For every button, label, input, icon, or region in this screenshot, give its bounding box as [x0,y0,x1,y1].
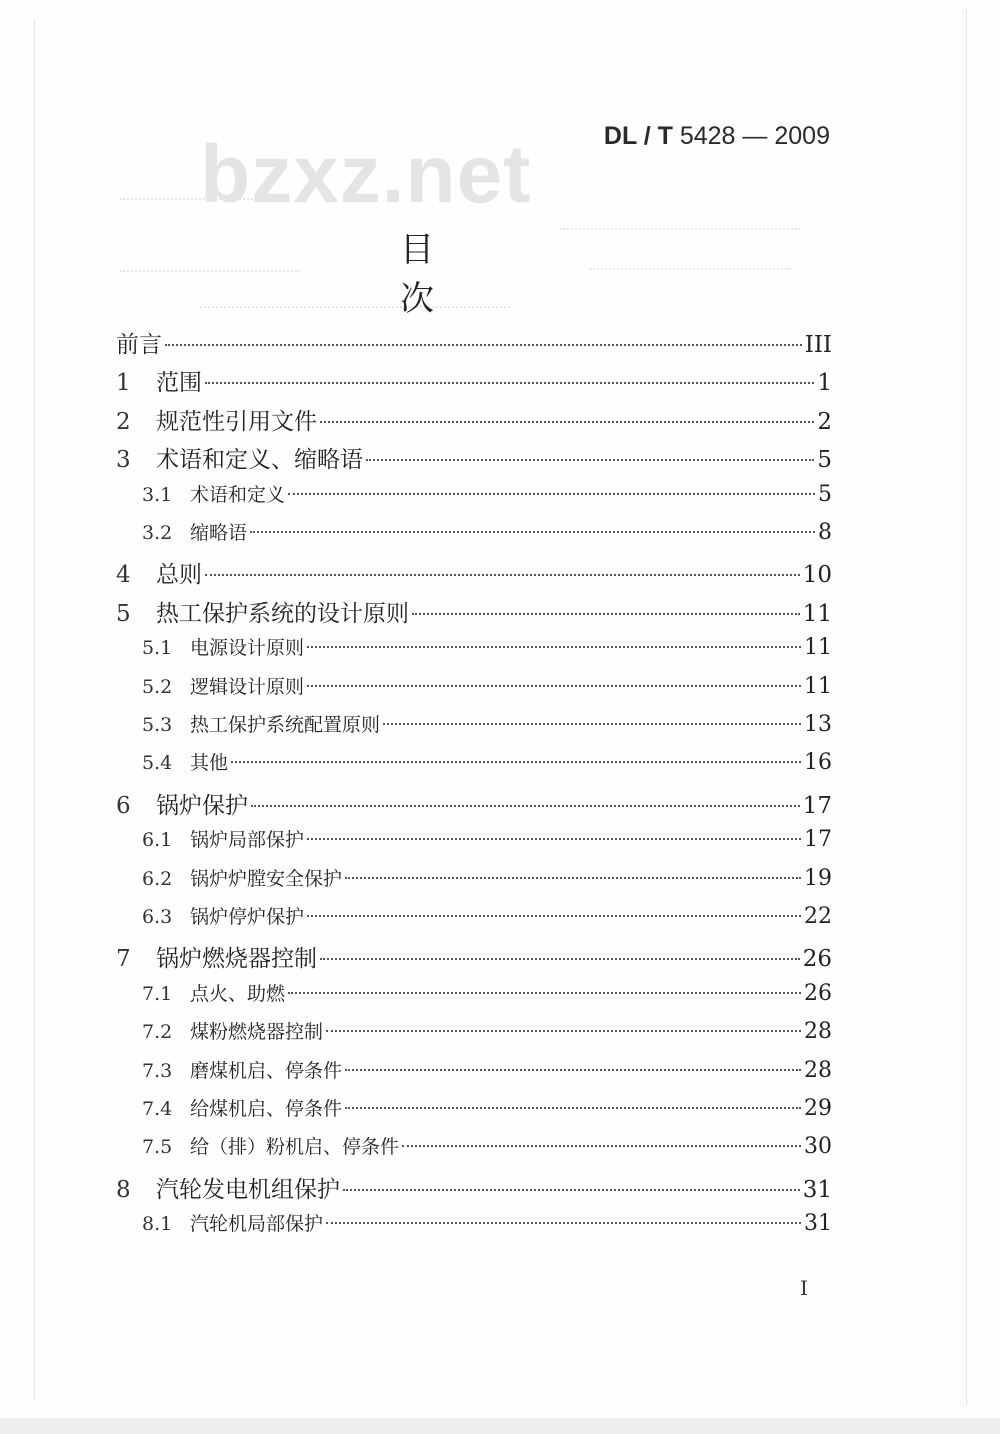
toc-entry-page: 28 [804,1057,832,1083]
standard-prefix: DL / T [603,122,673,150]
toc-dot-leader [288,992,801,994]
toc-dot-leader [383,723,801,725]
toc-entry-label: 前言 [116,332,162,358]
toc-entry [116,1094,832,1121]
toc-entry [116,1056,832,1083]
toc-entry [116,595,832,628]
toc-entry-page: 17 [804,827,832,853]
toc-entry [116,1132,832,1159]
toc-dot-leader [307,915,801,917]
toc-entry-page: 11 [802,600,832,627]
toc-entry-page: 2 [817,408,832,435]
toc-dot-leader [205,574,800,576]
toc-entry-number: 3.1 [142,483,173,506]
toc-dot-leader [231,761,801,763]
toc-entry-label: 电源设计原则 [190,637,305,660]
toc-entry [116,672,832,699]
toc-entry [116,864,832,891]
toc-entry-label: 锅炉局部保护 [190,829,305,852]
toc-entry-label: 总则 [156,562,202,589]
toc-dot-leader [402,1145,801,1147]
toc-entry-page: 29 [804,1096,832,1121]
toc-entry-page: 22 [804,904,832,929]
toc-entry [116,902,832,929]
toc-entry-page: 17 [802,792,832,819]
toc-entry-page: 13 [804,712,832,737]
toc-entry [116,633,832,660]
toc-entry [116,787,832,820]
standard-code [560,122,830,151]
toc-entry-label: 热工保护系统配置原则 [190,714,381,736]
toc-entry-page: 5 [818,481,832,507]
toc-entry-page: 28 [804,1019,832,1045]
toc-entry-label: 逻辑设计原则 [190,675,305,698]
toc-entry-label: 锅炉保护 [156,792,248,819]
toc-entry [116,364,832,397]
toc-dot-leader [345,877,801,879]
toc-entry-label: 术语和定义、缩略语 [156,447,363,474]
toc-entry-number: 5.3 [142,714,173,736]
toc-entry-page: 19 [804,865,832,891]
standard-year: 2009 [774,122,830,150]
toc-entry [116,1171,832,1204]
toc-entry [116,940,832,973]
toc-dot-leader [307,838,801,840]
toc-entry [116,825,832,852]
toc-entry [116,326,832,359]
toc-entry-number: 3.2 [142,522,173,544]
toc-entry-number: 7 [116,946,131,973]
toc-entry [116,748,832,775]
toc-entry-page: 11 [804,635,832,661]
toc-entry-label: 锅炉炉膛安全保护 [190,867,343,890]
toc-entry-number: 7.1 [142,982,173,1005]
toc-entry-number: 5.2 [142,675,173,698]
page-folio: I [800,1276,808,1300]
toc-entry-number: 8.1 [142,1213,173,1236]
scan-noise [120,198,280,200]
toc-entry-label: 范围 [156,370,202,397]
toc-dot-leader [343,1189,800,1191]
toc-dot-leader [366,459,814,461]
watermark: bzxz.net [200,129,532,220]
toc-entry [116,979,832,1006]
toc-dot-leader [307,646,801,648]
toc-entry-label: 给（排）粉机启、停条件 [190,1136,400,1159]
toc-entry [116,518,832,545]
toc-dot-leader [345,1107,801,1109]
toc-entry-number: 6 [116,792,131,819]
toc-dot-leader [165,344,802,346]
toc-entry-label: 规范性引用文件 [156,408,317,435]
toc-entry-page: 11 [804,673,832,699]
toc-entry-number: 2 [116,408,131,435]
toc-dot-leader [250,531,815,533]
toc-dot-leader [288,493,815,495]
toc-entry [116,1209,832,1236]
toc-entry-number: 4 [116,562,131,589]
toc-entry [116,1017,832,1044]
toc-entry-label: 术语和定义 [190,483,286,506]
toc-dot-leader [251,805,800,807]
toc-dot-leader [345,1069,801,1071]
toc-entry-page: 5 [817,447,832,474]
page-title: 目 次 [400,230,514,319]
scan-noise [120,270,300,272]
toc-entry-page: 8 [818,520,832,545]
toc-entry-number: 6.1 [142,829,173,852]
standard-dash: — [742,122,768,150]
toc-entry-label: 其他 [190,752,229,775]
toc-entry-number: 3 [116,447,131,474]
viewer-bottom-bar [0,1418,1000,1434]
toc-entry-page: 30 [804,1134,832,1160]
toc-entry-number: 5.1 [142,637,173,660]
toc-entry-number: 7.4 [142,1098,173,1120]
toc-dot-leader [412,613,800,615]
toc-entry-number: 7.5 [142,1136,173,1159]
toc-entry [116,441,832,474]
toc-entry-number: 7.3 [142,1059,173,1082]
toc-entry-number: 8 [116,1176,131,1203]
toc-entry-label: 汽轮机局部保护 [190,1213,324,1236]
toc-entry-number: 1 [116,370,131,397]
toc-dot-leader [320,421,814,423]
toc-entry-page: 1 [817,370,832,397]
scan-edge-right [966,10,969,1405]
toc-entry [116,403,832,436]
toc-entry-number: 6.2 [142,867,173,890]
toc-entry [116,480,832,507]
toc-entry-page: 26 [804,980,832,1006]
toc-entry-page: 31 [804,1211,832,1237]
scan-edge-left [34,20,37,1400]
toc-entry-page: 10 [802,562,832,589]
toc-entry-label: 给煤机启、停条件 [190,1098,343,1120]
toc-entry-label: 热工保护系统的设计原则 [156,600,409,627]
toc-dot-leader [326,1222,801,1224]
toc-entry-page: 31 [802,1176,832,1203]
toc-entry-label: 汽轮发电机组保护 [156,1176,340,1203]
toc-entry [116,710,832,737]
toc-entry-number: 6.3 [142,906,173,928]
toc-entry-label: 锅炉停炉保护 [190,906,305,928]
toc-entry [116,556,832,589]
toc-entry-page: III [804,332,832,358]
toc-entry-number: 5 [116,600,131,627]
scan-noise [590,268,790,270]
toc-dot-leader [205,382,814,384]
standard-number: 5428 [679,122,736,150]
toc-entry-label: 磨煤机启、停条件 [190,1059,343,1082]
toc-dot-leader [326,1030,801,1032]
toc-entry-label: 煤粉燃烧器控制 [190,1021,324,1044]
toc-entry-page: 16 [804,750,832,776]
toc-entry-label: 缩略语 [190,522,248,544]
toc-dot-leader [320,958,800,960]
toc-entry-label: 点火、助燃 [190,982,286,1005]
toc-entry-number: 7.2 [142,1021,173,1044]
toc-entry-page: 26 [802,946,832,973]
toc-entry-number: 5.4 [142,752,173,775]
toc-dot-leader [307,685,801,687]
toc-entry-label: 锅炉燃烧器控制 [156,946,317,973]
